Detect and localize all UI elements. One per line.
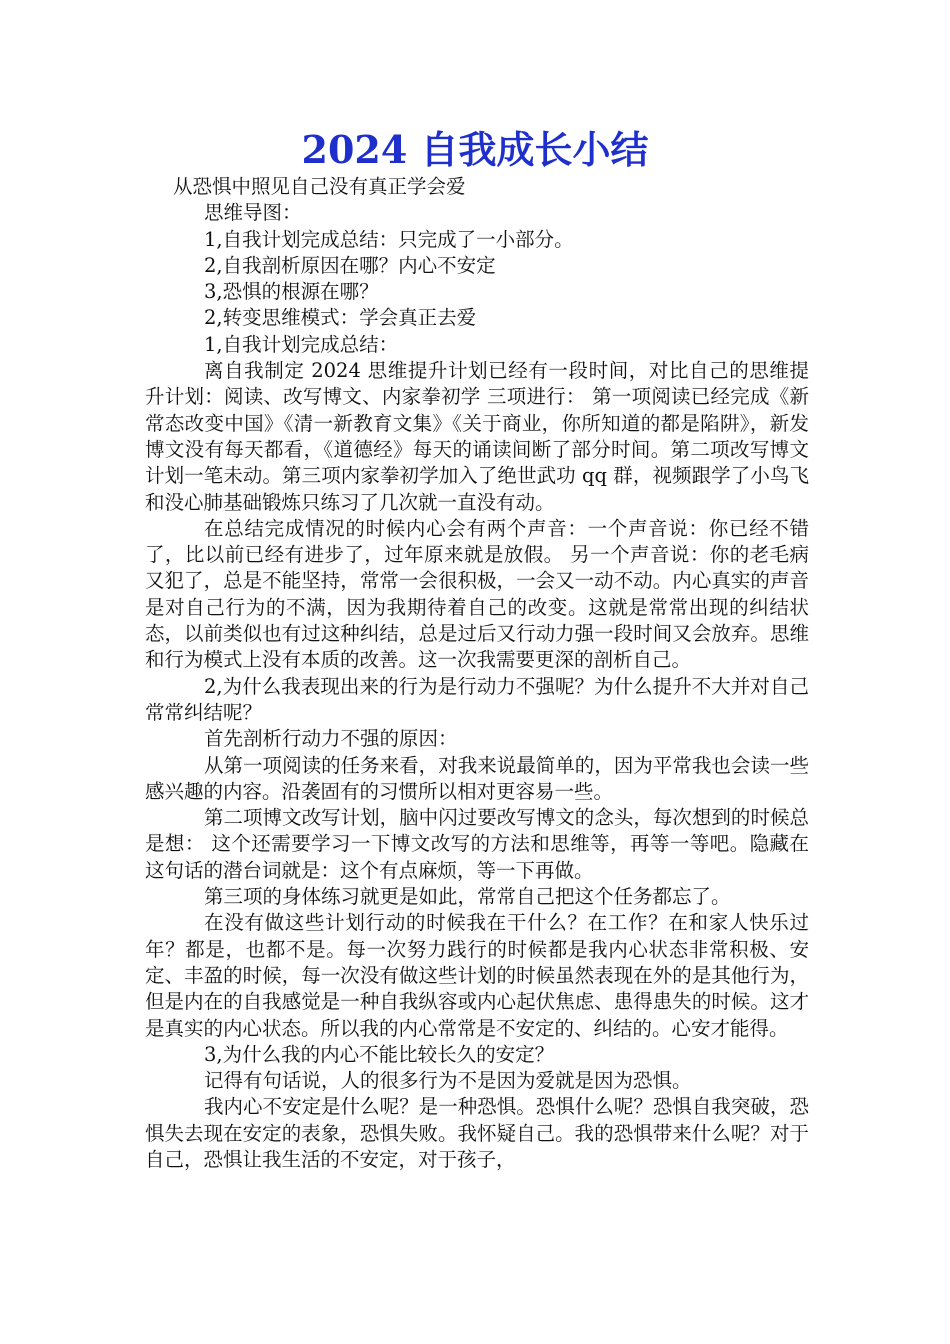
mindmap-item: 2,转变思维模式：学会真正去爱: [204, 306, 477, 330]
document-body: [145, 174, 809, 1173]
mindmap-item: 3,恐惧的根源在哪？: [204, 280, 379, 304]
paragraph: 记得有句话说，人的很多行为不是因为爱就是因为恐惧。: [204, 1069, 692, 1093]
paragraph: 离自我制定 2024 思维提升计划已经有一段时间，对比自己的思维提升计划：阅读、改写博文、内家拳初学 三项进行： 第一项阅读已经完成《新常态改变中国》《清一新教育文集》《关于商业，你所知道的都是陷阱》，新发博文没有每天都看，《道德经》每天的诵读间断了部分时间。第二项改写博文计划一笔未动。第三项内家拳初学加入了绝世武功 qq 群，视频跟学了小鸟飞和没心肺基础锻炼只练习了几次就一直没有动。: [145, 359, 809, 514]
paragraph: 首先剖析行动力不强的原因：: [204, 727, 458, 751]
paragraph: 第三项的身体练习就更是如此，常常自己把这个任务都忘了。: [204, 885, 731, 909]
subtitle: 从恐惧中照见自己没有真正学会爱: [173, 175, 466, 198]
paragraph: 2,为什么我表现出来的行为是行动力不强呢？为什么提升不大并对自己常常纠结呢？: [145, 674, 809, 724]
mindmap-item: 1,自我计划完成总结：只完成了一小部分。: [204, 227, 574, 251]
mindmap-item: 2,自我剖析原因在哪？内心不安定: [204, 253, 496, 277]
paragraph: 我内心不安定是什么呢？是一种恐惧。恐惧什么呢？恐惧自我突破，恐惧失去现在安定的表象，恐惧失败。我怀疑自己。我的恐惧带来什么呢？对于自己，恐惧让我生活的不安定，对于孩子，: [145, 1095, 809, 1171]
document-title: 2024 自我成长小结: [301, 127, 649, 172]
mindmap-label: 思维导图：: [204, 201, 302, 225]
paragraph: 在总结完成情况的时候内心会有两个声音：一个声音说：你已经不错了，比以前已经有进步了，过年原来就是放假。 另一个声音说：你的老毛病又犯了，总是不能坚持，常常一会很积极，一会又一动不动。内心真实的声音是对自己行为的不满，因为我期待着自己的改变。这就是常常出现的纠结状态，以前类似也有过这种纠结，总是过后又行动力强一段时间又会放弃。思维和行为模式上没有本质的改善。这一次我需要更深的剖析自己。: [145, 516, 809, 672]
paragraph: 第二项博文改写计划，脑中闪过要改写博文的念头，每次想到的时候总是想： 这个还需要学习一下博文改写的方法和思维等，再等一等吧。隐藏在这句话的潜台词就是：这个有点麻烦，等一下再做。: [145, 806, 809, 882]
paragraph: 从第一项阅读的任务来看，对我来说最简单的，因为平常我也会读一些感兴趣的内容。沿袭固有的习惯所以相对更容易一些。: [145, 753, 809, 803]
paragraph: 3,为什么我的内心不能比较长久的安定？: [204, 1042, 555, 1066]
section-heading: 1,自我计划完成总结：: [204, 332, 399, 356]
paragraph: 在没有做这些计划行动的时候我在干什么？在工作？在和家人快乐过年？都是，也都不是。每一次努力践行的时候都是我内心状态非常积极、安定、丰盈的时候，每一次没有做这些计划的时候虽然表现在外的是其他行为，但是内在的自我感觉是一种自我纵容或内心起伏焦虑、患得患失的时候。这才是真实的内心状态。所以我的内心常常是不安定的、纠结的。心安才能得。: [145, 911, 809, 1040]
